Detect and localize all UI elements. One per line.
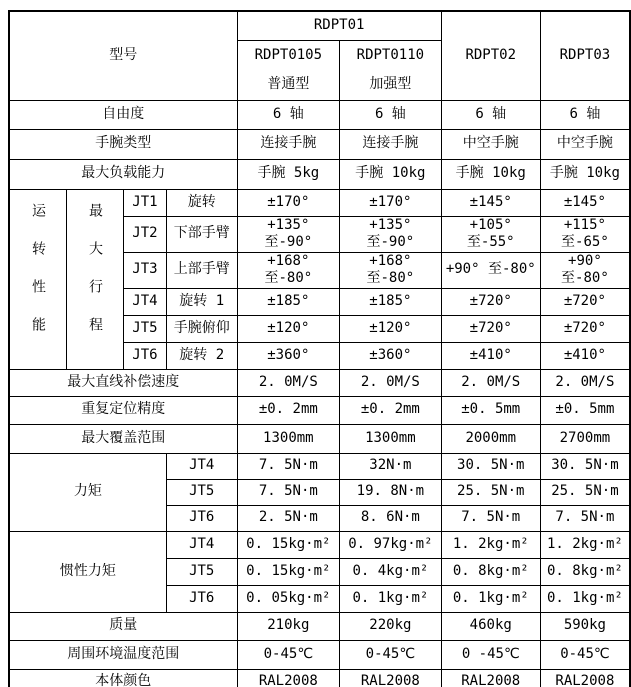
model-header: 型号 <box>9 11 237 100</box>
value-cell: +135° 至-90° <box>340 216 442 252</box>
value-cell: +135° 至-90° <box>237 216 339 252</box>
value-cell: 0. 1kg·m² <box>441 585 540 612</box>
value-cell: 0. 8kg·m² <box>540 558 630 585</box>
label-cell: 旋转 1 <box>166 288 237 315</box>
value-cell: +168° 至-80° <box>237 252 339 288</box>
value-cell: 220kg <box>340 612 442 640</box>
value-cell: 2. 0M/S <box>540 369 630 396</box>
value-cell: 1. 2kg·m² <box>441 531 540 558</box>
jt-cell: JT2 <box>124 216 167 252</box>
value-cell: 手腕 10kg <box>540 159 630 189</box>
jt-cell: JT6 <box>166 585 237 612</box>
value-cell: ±185° <box>237 288 339 315</box>
table-row <box>9 531 630 558</box>
table-row <box>9 396 630 424</box>
rdpt02-header: RDPT02 <box>441 11 540 100</box>
value-cell: 连接手腕 <box>340 129 442 159</box>
dof-label: 自由度 <box>9 100 237 129</box>
jt-cell: JT5 <box>166 479 237 505</box>
label-cell: 旋转 <box>166 189 237 216</box>
value-cell: 2. 0M/S <box>441 369 540 396</box>
value-cell: 6 轴 <box>441 100 540 129</box>
body-color-label: 本体颜色 <box>9 669 237 687</box>
value-cell: 0. 1kg·m² <box>540 585 630 612</box>
table-row <box>9 612 630 640</box>
value-cell: 1300mm <box>237 424 339 453</box>
value-cell: ±720° <box>540 315 630 342</box>
ambient-temp-label: 周围环境温度范围 <box>9 640 237 669</box>
jt-cell: JT5 <box>124 315 167 342</box>
value-cell: 30. 5N·m <box>540 453 630 479</box>
rdpt03-header: RDPT03 <box>540 11 630 100</box>
value-cell: ±410° <box>540 342 630 369</box>
value-cell: 0-45℃ <box>540 640 630 669</box>
value-cell: ±410° <box>441 342 540 369</box>
spec-table-body <box>9 11 630 687</box>
value-cell: 0-45℃ <box>237 640 339 669</box>
rdpt01-group-header: RDPT01 <box>237 11 441 40</box>
value-cell: 1300mm <box>340 424 442 453</box>
label-cell: 下部手臂 <box>166 216 237 252</box>
value-cell: 手腕 5kg <box>237 159 339 189</box>
value-cell: 32N·m <box>340 453 442 479</box>
value-cell: 2000mm <box>441 424 540 453</box>
value-cell: ±0. 2mm <box>340 396 442 424</box>
value-cell: 手腕 10kg <box>340 159 442 189</box>
jt-cell: JT6 <box>166 505 237 531</box>
spec-table <box>8 10 631 687</box>
value-cell: 0. 97kg·m² <box>340 531 442 558</box>
value-cell: ±720° <box>441 315 540 342</box>
jt-cell: JT6 <box>124 342 167 369</box>
table-row <box>9 369 630 396</box>
value-cell: ±0. 5mm <box>441 396 540 424</box>
value-cell: ±170° <box>340 189 442 216</box>
value-cell: +115° 至-65° <box>540 216 630 252</box>
table-row <box>9 159 630 189</box>
label-cell: 手腕俯仰 <box>166 315 237 342</box>
rdpt0110-header: RDPT0110 加强型 <box>340 40 442 100</box>
table-row <box>9 189 630 216</box>
table-row <box>9 424 630 453</box>
jt-cell: JT4 <box>166 453 237 479</box>
value-cell: 2. 0M/S <box>340 369 442 396</box>
mass-label: 质量 <box>9 612 237 640</box>
value-cell: +105° 至-55° <box>441 216 540 252</box>
inertia-label: 惯性力矩 <box>9 531 166 612</box>
value-cell: ±360° <box>340 342 442 369</box>
table-row <box>9 669 630 687</box>
value-cell: 19. 8N·m <box>340 479 442 505</box>
label-cell: 旋转 2 <box>166 342 237 369</box>
table-row <box>9 100 630 129</box>
value-cell: 0. 8kg·m² <box>441 558 540 585</box>
jt-cell: JT5 <box>166 558 237 585</box>
value-cell: RAL2008 <box>441 669 540 687</box>
table-row <box>9 640 630 669</box>
value-cell: 8. 6N·m <box>340 505 442 531</box>
value-cell: 590kg <box>540 612 630 640</box>
value-cell: RAL2008 <box>540 669 630 687</box>
value-cell: ±0. 5mm <box>540 396 630 424</box>
value-cell: 7. 5N·m <box>441 505 540 531</box>
value-cell: ±145° <box>540 189 630 216</box>
value-cell: ±185° <box>340 288 442 315</box>
wrist-type-label: 手腕类型 <box>9 129 237 159</box>
value-cell: 手腕 10kg <box>441 159 540 189</box>
value-cell: ±720° <box>441 288 540 315</box>
max-linear-speed-label: 最大直线补偿速度 <box>9 369 237 396</box>
value-cell: ±0. 2mm <box>237 396 339 424</box>
value-cell: 2700mm <box>540 424 630 453</box>
table-row <box>9 453 630 479</box>
value-cell: 0. 4kg·m² <box>340 558 442 585</box>
motion-performance-label: 运转性能 <box>9 189 67 369</box>
max-reach-label: 最大覆盖范围 <box>9 424 237 453</box>
value-cell: ±360° <box>237 342 339 369</box>
value-cell: 0 -45℃ <box>441 640 540 669</box>
value-cell: 0. 15kg·m² <box>237 558 339 585</box>
value-cell: ±170° <box>237 189 339 216</box>
value-cell: 连接手腕 <box>237 129 339 159</box>
jt-cell: JT4 <box>166 531 237 558</box>
value-cell: 6 轴 <box>237 100 339 129</box>
value-cell: 0-45℃ <box>340 640 442 669</box>
value-cell: RAL2008 <box>237 669 339 687</box>
table-row <box>9 11 630 40</box>
value-cell: ±145° <box>441 189 540 216</box>
value-cell: 0. 05kg·m² <box>237 585 339 612</box>
max-travel-label: 最大行程 <box>67 189 124 369</box>
max-payload-label: 最大负载能力 <box>9 159 237 189</box>
value-cell: +168° 至-80° <box>340 252 442 288</box>
value-cell: 7. 5N·m <box>237 453 339 479</box>
value-cell: +90° 至-80° <box>540 252 630 288</box>
jt-cell: JT3 <box>124 252 167 288</box>
repeatability-label: 重复定位精度 <box>9 396 237 424</box>
value-cell: 1. 2kg·m² <box>540 531 630 558</box>
torque-label: 力矩 <box>9 453 166 531</box>
jt-cell: JT4 <box>124 288 167 315</box>
value-cell: 0. 15kg·m² <box>237 531 339 558</box>
value-cell: 6 轴 <box>540 100 630 129</box>
value-cell: 7. 5N·m <box>540 505 630 531</box>
value-cell: 0. 1kg·m² <box>340 585 442 612</box>
value-cell: 460kg <box>441 612 540 640</box>
value-cell: RAL2008 <box>340 669 442 687</box>
jt-cell: JT1 <box>124 189 167 216</box>
value-cell: 中空手腕 <box>540 129 630 159</box>
value-cell: 6 轴 <box>340 100 442 129</box>
value-cell: 中空手腕 <box>441 129 540 159</box>
label-cell: 上部手臂 <box>166 252 237 288</box>
value-cell: 25. 5N·m <box>540 479 630 505</box>
value-cell: ±720° <box>540 288 630 315</box>
value-cell: +90° 至-80° <box>441 252 540 288</box>
value-cell: 210kg <box>237 612 339 640</box>
value-cell: 2. 5N·m <box>237 505 339 531</box>
value-cell: 25. 5N·m <box>441 479 540 505</box>
table-row <box>9 129 630 159</box>
value-cell: 2. 0M/S <box>237 369 339 396</box>
rdpt0105-header: RDPT0105 普通型 <box>237 40 339 100</box>
value-cell: ±120° <box>340 315 442 342</box>
value-cell: 30. 5N·m <box>441 453 540 479</box>
value-cell: 7. 5N·m <box>237 479 339 505</box>
value-cell: ±120° <box>237 315 339 342</box>
